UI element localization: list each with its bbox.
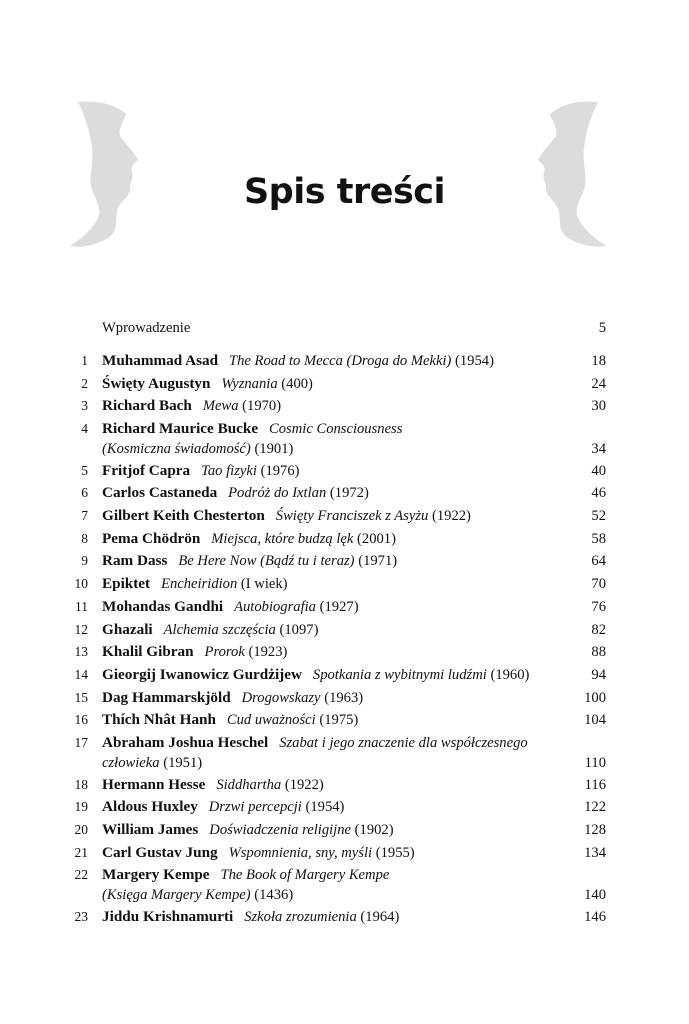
entry-year: (400): [281, 375, 313, 392]
entry-page-number: 70: [591, 576, 606, 593]
entry-page-number: 122: [584, 799, 606, 816]
entry-text: [102, 551, 572, 571]
intro-page-number: 5: [598, 320, 606, 336]
entry-text: [102, 351, 572, 371]
entry-number: 9: [81, 553, 88, 569]
entry-book-title: Cosmic Consciousness: [269, 421, 403, 438]
entry-author: Carlos Castaneda: [102, 484, 218, 502]
entry-author: Ghazali: [102, 620, 153, 638]
entry-book-title: Szkoła zrozumienia: [244, 908, 357, 925]
entry-year: (1902): [354, 821, 394, 838]
entry-text: [102, 907, 572, 927]
entry-year: (1097): [279, 621, 319, 638]
entry-author: Fritjof Capra: [102, 461, 191, 479]
entry-book-title: Cud uważności: [226, 712, 316, 729]
entry-number: 14: [74, 666, 88, 682]
entry-year: (1972): [329, 485, 369, 502]
intro-label: Wprowadzenie: [102, 320, 191, 336]
entry-number: 11: [75, 598, 88, 614]
entry-year: (1436): [254, 887, 294, 904]
entry-text: [102, 419, 572, 459]
entry-book-title-continued: (Kosmiczna świadomość): [102, 441, 251, 458]
entry-text: [102, 797, 572, 817]
entry-page-number: 52: [591, 508, 606, 524]
entry-book-title: The Book of Margery Kempe: [220, 867, 390, 884]
entry-text: [102, 396, 572, 416]
entry-text: [102, 529, 572, 549]
entry-book-title: Wspomnienia, sny, myśli: [228, 844, 373, 861]
entry-book-title: Podróż do Ixtlan: [228, 485, 327, 502]
entry-number: 2: [81, 375, 88, 391]
entry-page-number: 88: [591, 644, 606, 661]
entry-page-number: 104: [584, 712, 606, 729]
entry-number: 13: [74, 644, 88, 660]
entry-page-number: 18: [591, 353, 606, 369]
entry-number: 18: [74, 776, 88, 792]
entry-page-number: 94: [591, 666, 606, 683]
entry-text: [102, 865, 572, 905]
entry-book-title-continued: (Księga Margery Kempe): [102, 887, 251, 904]
entry-text: [102, 843, 572, 863]
entry-author: William James: [102, 820, 199, 838]
entry-number: 21: [74, 844, 88, 860]
entry-text: [102, 642, 572, 662]
entry-author: Richard Bach: [102, 397, 192, 415]
entry-book-title: The Road to Mecca (Droga do Mekki): [229, 353, 452, 369]
entry-author: Muhammad Asad: [102, 352, 219, 369]
entry-number: 17: [74, 735, 88, 750]
entry-text: [102, 374, 572, 394]
entry-book-title: Miejsca, które budzą lęk: [211, 530, 354, 547]
entry-text: [102, 506, 572, 526]
entry-year: (2001): [357, 530, 396, 547]
entry-year: (1960): [490, 666, 530, 683]
entry-book-title: Drzwi percepcji: [208, 799, 302, 816]
entry-author: Richard Maurice Bucke: [102, 420, 259, 438]
entry-book-title: Spotkania z wybitnymi ludźmi: [312, 666, 487, 683]
entry-book-title: Drogowskazy: [241, 689, 321, 706]
entry-book-title: Święty Franciszek z Asyżu: [275, 508, 429, 524]
entry-year: (1963): [324, 689, 364, 706]
entry-year: (1964): [360, 908, 400, 925]
entry-page-number: 76: [591, 598, 606, 615]
entry-page-number: 64: [591, 553, 606, 570]
entry-book-title: Tao fizyki: [201, 462, 257, 479]
entry-number: 6: [81, 485, 88, 501]
entry-year: (1923): [248, 644, 288, 661]
entry-text: [102, 733, 572, 773]
entry-year: (1922): [431, 508, 471, 524]
entry-year: (1955): [375, 844, 415, 861]
entry-author: Pema Chödrön: [102, 529, 201, 547]
entry-page-number: 34: [591, 441, 606, 458]
entry-number: 12: [74, 621, 88, 637]
entry-author: Gilbert Keith Chesterton: [102, 507, 265, 524]
entry-year: (1975): [319, 712, 359, 729]
entry-author: Mohandas Gandhi: [102, 597, 224, 615]
entry-year: (1954): [455, 353, 494, 369]
entry-number: 7: [81, 508, 88, 523]
entry-text: [102, 483, 572, 503]
entry-year: (1901): [254, 441, 294, 458]
entry-author: Epiktet: [102, 575, 151, 593]
entry-author: Abraham Joshua Heschel: [102, 734, 269, 751]
entry-number: 22: [74, 867, 88, 883]
entry-year: (1951): [163, 755, 203, 771]
entry-book-title: Autobiografia: [234, 598, 316, 615]
entry-year: (1954): [305, 799, 345, 816]
entry-text: [102, 710, 572, 730]
entry-page-number: 128: [584, 821, 606, 838]
entry-page-number: 116: [584, 776, 606, 793]
entry-book-title: Siddhartha: [216, 776, 282, 793]
entry-author: Ram Dass: [102, 552, 168, 570]
entry-text: [102, 775, 572, 795]
entry-number: 15: [74, 689, 88, 705]
entry-number: 23: [74, 908, 88, 924]
entry-book-title: Prorok: [204, 644, 245, 661]
entry-page-number: 82: [591, 621, 606, 638]
entry-number: 19: [74, 799, 88, 815]
entry-number: 5: [81, 462, 88, 478]
entry-year: (I wiek): [240, 576, 288, 593]
entry-author: Święty Augustyn: [102, 374, 211, 392]
entry-number: 16: [74, 712, 88, 728]
entry-text: [102, 820, 572, 840]
entry-book-title: Alchemia szczęścia: [163, 621, 276, 638]
entry-book-title: Wyznania: [221, 375, 278, 392]
entry-number: 4: [81, 421, 88, 437]
page-title: Spis treści: [243, 172, 446, 212]
entry-text: [102, 665, 572, 685]
entry-author: Thích Nhât Hanh: [102, 711, 216, 729]
entry-number: 8: [81, 530, 88, 546]
entry-year: (1970): [242, 398, 282, 415]
entry-page-number: 110: [584, 755, 606, 771]
entry-page-number: 140: [584, 887, 606, 904]
entry-year: (1922): [284, 776, 324, 793]
entry-author: Jiddu Krishnamurti: [102, 907, 234, 925]
entry-text: [102, 620, 572, 640]
entry-author: Dag Hammarskjöld: [102, 688, 231, 706]
entry-author: Margery Kempe: [102, 866, 210, 884]
entry-text: [102, 461, 572, 481]
entry-page-number: 100: [584, 689, 606, 706]
entry-page-number: 146: [584, 908, 606, 925]
entry-year: (1927): [319, 598, 359, 615]
entry-page-number: 58: [591, 530, 606, 547]
entry-number: 20: [74, 821, 88, 837]
entry-number: 3: [81, 398, 88, 414]
entry-book-title: Mewa: [202, 398, 239, 415]
entry-text: [102, 688, 572, 708]
entry-book-title: Be Here Now (Bądź tu i teraz): [178, 553, 355, 570]
entry-year: (1976): [260, 462, 300, 479]
entry-book-title: Szabat i jego znaczenie dla współczesnego: [279, 735, 528, 751]
entry-number: 10: [74, 576, 88, 592]
entry-book-title-continued: człowieka: [102, 755, 160, 771]
entry-page-number: 134: [584, 844, 606, 861]
entry-author: Khalil Gibran: [102, 643, 194, 661]
entry-page-number: 30: [591, 398, 606, 415]
entry-page-number: 40: [591, 462, 606, 479]
entry-year: (1971): [358, 553, 398, 570]
entry-author: Carl Gustav Jung: [102, 843, 218, 861]
entry-text: [102, 597, 572, 617]
entry-book-title: Encheiridion: [161, 576, 238, 593]
entry-number: 1: [81, 353, 88, 368]
entry-author: Hermann Hesse: [102, 775, 206, 793]
entry-page-number: 46: [591, 485, 606, 502]
entry-book-title: Doświadczenia religijne: [209, 821, 352, 838]
entry-page-number: 24: [591, 375, 606, 392]
entry-author: Gieorgij Iwanowicz Gurdżijew: [102, 665, 302, 683]
entry-text: [102, 574, 572, 594]
entry-author: Aldous Huxley: [102, 798, 198, 816]
